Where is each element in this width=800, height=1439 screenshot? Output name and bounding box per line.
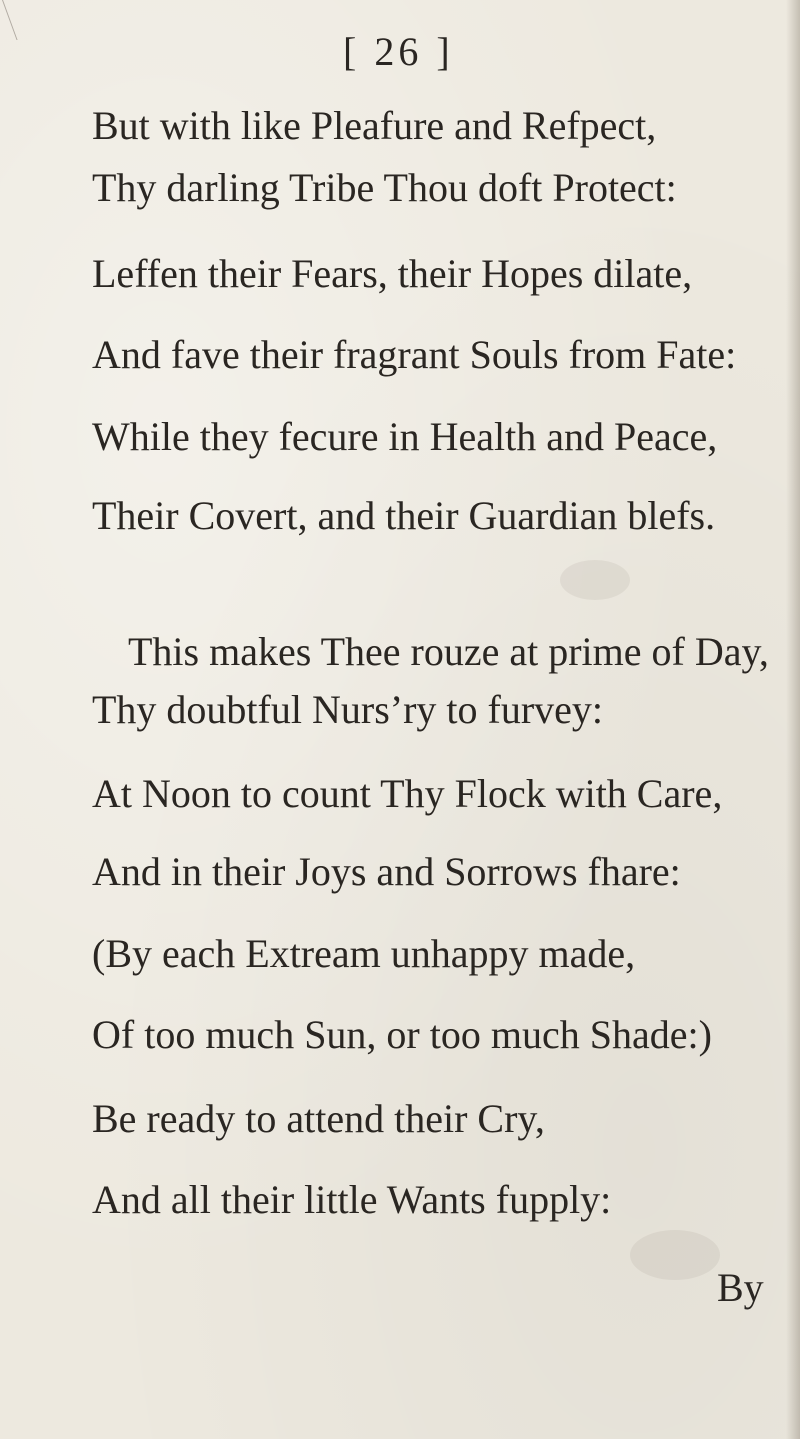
verse-line: (By each Extream unhappy made, bbox=[92, 931, 636, 976]
verse-line: While they fecure in Health and Peace, bbox=[92, 414, 718, 459]
verse-line: Thy doubtful Nurs’ry to furvey: bbox=[92, 687, 604, 732]
catchword: By bbox=[717, 1265, 764, 1310]
verse-line: Be ready to attend their Cry, bbox=[92, 1096, 545, 1141]
verse-line: But with like Pleafure and Refpect, bbox=[92, 103, 657, 148]
verse-line: Thy darling Tribe Thou doft Protect: bbox=[92, 165, 677, 210]
paper-stain bbox=[630, 1230, 720, 1280]
verse-line: This makes Thee rouze at prime of Day, bbox=[128, 629, 769, 674]
verse-line: At Noon to count Thy Flock with Care, bbox=[92, 771, 723, 816]
verse-line: Leffen their Fears, their Hopes dilate, bbox=[92, 251, 693, 296]
page-edge-shadow bbox=[786, 0, 800, 1439]
paper-stain bbox=[560, 560, 630, 600]
verse-line: Their Covert, and their Guardian blefs. bbox=[92, 493, 716, 538]
verse-line: Of too much Sun, or too much Shade:) bbox=[92, 1012, 712, 1057]
page-number: [ 26 ] bbox=[343, 29, 454, 74]
verse-line: And in their Joys and Sorrows fhare: bbox=[92, 849, 681, 894]
corner-crease bbox=[2, 0, 32, 40]
verse-line: And all their little Wants fupply: bbox=[92, 1177, 612, 1222]
verse-line: And fave their fragrant Souls from Fate: bbox=[92, 332, 737, 377]
